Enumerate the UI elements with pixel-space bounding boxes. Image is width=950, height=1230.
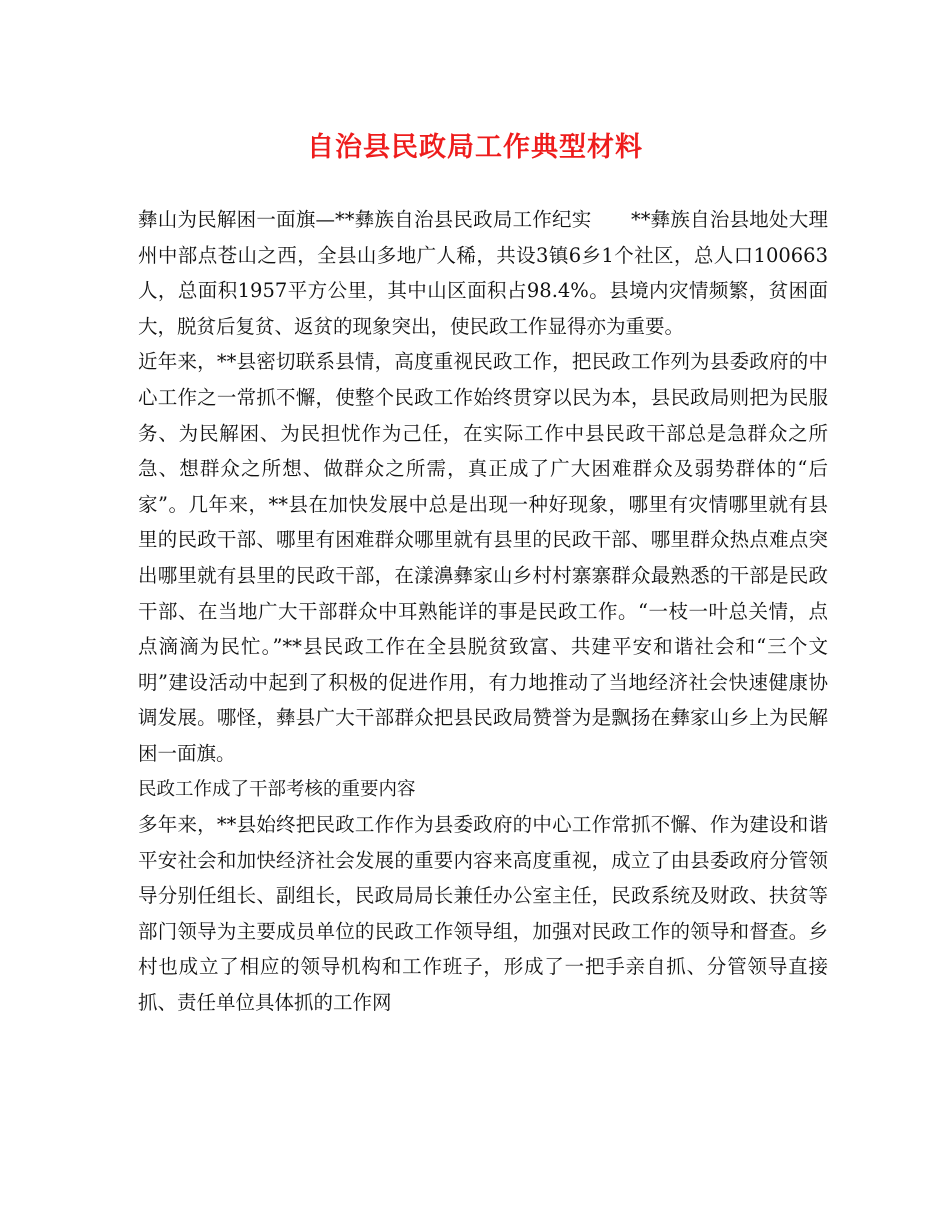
document-title: 自治县民政局工作典型材料 [307, 132, 643, 163]
paragraph-intro: 彝山为民解困一面旗—**彝族自治县民政局工作纪实 **彝族自治县地处大理州中部点苍山之西，全县山多地广人稀，共设3镇6乡1个社区，总人口100663人，总面积1957平方公里，其中山区面积占98.4%。县境内灾情频繁，贫困面大，脱贫后复贫、返贫的现象突出，使民政工作显得亦为重要。 [138, 208, 828, 338]
paragraph-recent-years: 近年来，**县密切联系县情，高度重视民政工作，把民政工作列为县委政府的中心工作之一常抓不懈，使整个民政工作始终贯穿以民为本，县民政局则把为民服务、为民解困、为民担忧作为己任，在实际工作中县民政干部总是急群众之所急、想群众之所想、做群众之所需，真正成了广大困难群众及弱势群体的“后家”。几年来，**县在加快发展中总是出现一种好现象，哪里有灾情哪里就有县里的民政干部、哪里有困难群众哪里就有县里的民政干部、哪里群众热点难点突出哪里就有县里的民政干部，在漾濞彝家山乡村村寨寨群众最熟悉的干部是民政干部、在当地广大干部群众中耳熟能详的事是民政工作。“一枝一叶总关情，点点滴滴为民忙。”**县民政工作在全县脱贫致富、共建平安和谐社会和“三个文明”建设活动中起到了积极的促进作用，有力地推动了当地经济社会快速健康协调发展。哪怪，彝县广大干部群众把县民政局赞誉为是飘扬在彝家山乡上为民解困一面旗。 [138, 350, 828, 765]
section-heading: 民政工作成了干部考核的重要内容 [138, 778, 416, 800]
document-body [138, 202, 828, 1021]
paragraph-many-years: 多年来，**县始终把民政工作作为县委政府的中心工作常抓不懈、作为建设和谐平安社会和加快经济社会发展的重要内容来高度重视，成立了由县委政府分管领导分别任组长、副组长，民政局局长兼任办公室主任，民政系统及财政、扶贫等部门领导为主要成员单位的民政工作领导组，加强对民政工作的领导和督查。乡村也成立了相应的领导机构和工作班子，形成了一把手亲自抓、分管领导直接抓、责任单位具体抓的工作网 [138, 813, 828, 1015]
